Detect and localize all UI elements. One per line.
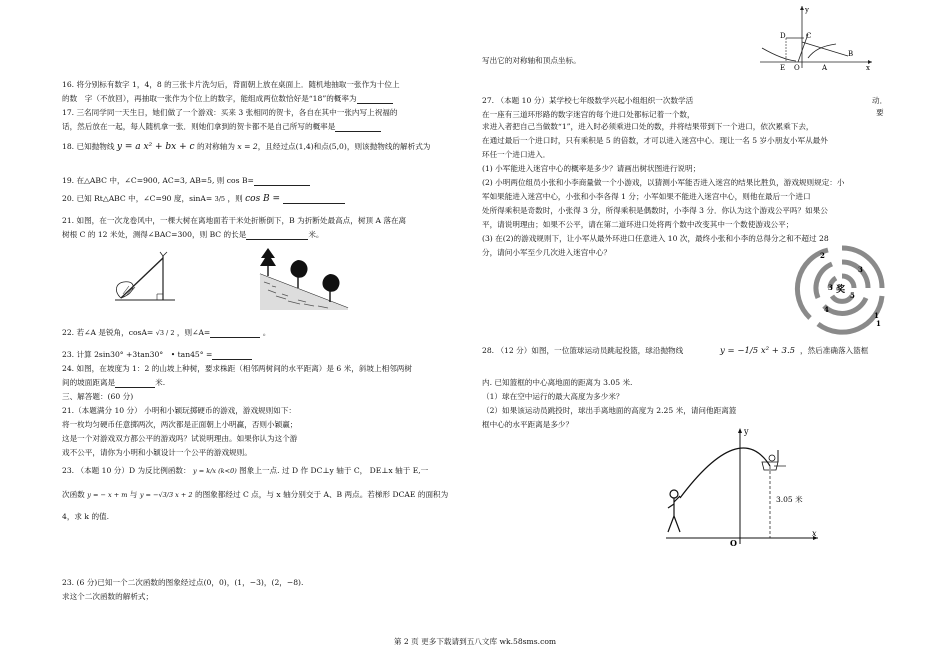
solve-23	[62, 466, 428, 476]
q27-text: 27. （本题 10 分）某学校七年级数学兴起小组组织一次数学活	[482, 96, 694, 105]
q24b-text: 间的坡面距离是	[62, 378, 116, 387]
question-27-line5: 环任一个进口进入．	[482, 150, 551, 159]
solve-21-line2: 将一枚均匀硬币任意掷两次，两次都是正面朝上小明赢，否则小颖赢；	[62, 420, 298, 429]
q18c-text: ，且经过点(1,4)和点(5,0)，则该抛物线的解析式为	[257, 142, 431, 151]
question-27-line4: 在通过最后一个进口时，只有乘积是 5 的倍数，才可以进入迷宫中心．现让一名 5 岁小朋友小军从最外	[482, 136, 828, 145]
q28-tail: ，然后准确落入篮框	[800, 346, 869, 355]
answer-blank	[115, 379, 155, 388]
question-24: 24. 如图，在坡度为 1：2 的山坡上种树，要求株距（相邻两树间的水平距离）是 6 米，斜坡上相邻两树	[62, 364, 412, 373]
question-27-line3: 求进入者把自己当做数“1”，进入时必须乘进口处的数，并将结果带到下一个进口，依次累乘下去，	[482, 122, 814, 131]
answer-blank	[254, 177, 310, 186]
maze-number: 3	[828, 283, 833, 292]
solve-23-eq2: y = − x + m	[87, 491, 128, 499]
q18b-text: 的对称轴为	[196, 142, 235, 151]
maze-number: 5	[850, 291, 855, 300]
q24c-text: 米.	[155, 378, 166, 387]
question-27-part2: (2) 小明两位组员小张和小李商量做一个小游戏，以猜测小军能否进入迷宫的结果比胜负，游戏规则规定：小	[482, 178, 845, 187]
figure-origin-label: O	[730, 538, 737, 546]
q20-cos: cos B =	[245, 194, 281, 204]
solve-23-eq3: y = −√3/3 x + 2	[139, 491, 193, 499]
solve-23-text-e: 的图象都经过 C 点，与 x 轴分别交于 A、B 两点。若梯形 DCAE 的面积为	[194, 490, 449, 499]
solve-23-line2	[62, 490, 448, 500]
maze-figure	[788, 240, 898, 336]
question-21-line2	[62, 230, 324, 240]
section-3-title: 三、解答题：(60 分)	[62, 392, 134, 401]
graph-o-label: O	[794, 64, 800, 70]
q20b-text: ，则	[227, 194, 243, 203]
answer-blank	[210, 329, 260, 338]
question-17-line2	[62, 122, 381, 132]
answer-blank	[212, 351, 252, 360]
graph-c-label: C	[806, 32, 812, 40]
question-23	[62, 350, 252, 360]
q28-equation: y = −1/5 x² + 3.5	[720, 346, 796, 356]
q19-text: 19. 在△ABC 中，∠C=900, AC=3, AB=5, 则 cos B=	[62, 176, 254, 185]
question-19	[62, 176, 310, 186]
question-27-line2: 在一座有三道环形路的数字迷宫的每个进口处都标记着一个数，	[482, 110, 695, 119]
graph-d-label: D	[780, 32, 786, 40]
maze-number: 4	[824, 305, 829, 314]
graph-x-label: x	[866, 64, 870, 70]
maze-number: 3	[858, 265, 863, 274]
graph-e-label: E	[780, 64, 786, 70]
maze-center-label: 奖	[836, 285, 846, 295]
solve-23-line3: 4，求 k 的值.	[62, 512, 110, 521]
q22-text: 22. 若∠A 是锐角，cosA=	[62, 328, 154, 337]
q27-tail: 动．	[872, 96, 888, 105]
answer-blank	[357, 95, 393, 104]
solve-23-eq: y = k/x (k<0)	[193, 467, 237, 475]
graph-a-label: A	[822, 64, 828, 70]
figure-y-axis-label: y	[744, 427, 749, 436]
q27-need: 要	[876, 108, 884, 117]
q21b-text: 树根 C 的 12 米处，测得∠BAC=300，则 BC 的长是	[62, 230, 247, 239]
question-20	[62, 194, 345, 204]
q18-equation: y = a x² + bx + c	[116, 142, 195, 152]
question-16: 16. 将分别标有数字 1，4，8 的三张卡片洗匀后，背面朝上放在桌面上．随机地抽取一张作为十位上	[62, 80, 400, 89]
question-28-part1: （1）球在空中运行的最大高度为多少米？	[482, 392, 624, 401]
question-27	[482, 96, 888, 106]
continued-question: 写出它的对称轴和顶点坐标。	[482, 56, 581, 65]
q22b-text: ，则∠A=	[176, 328, 211, 337]
tree-1	[260, 248, 276, 276]
tree-3	[323, 274, 340, 302]
question-21: 21. 如图，在一次龙卷风中，一棵大树在离地面若干米处折断倒下，B 为折断处最高点，树顶 A 落在离	[62, 216, 407, 225]
question-27-part2-line4: 平，请说明理由；如果不公平，请在第二道环进口处将两个数中改变其中一个数使游戏公平；	[482, 220, 794, 229]
maze-number: 1	[876, 319, 881, 328]
tree-2	[291, 260, 308, 288]
solve-21: 21.（本题满分 10 分） 小明和小颖玩掷硬币的游戏，游戏规则如下：	[62, 406, 297, 415]
q21c-text: 米。	[308, 230, 324, 239]
rim-height-label: 3.05 米	[776, 495, 803, 504]
player-figure	[668, 490, 680, 532]
solve-23-text-c: 次函数	[62, 490, 85, 499]
q22c-text: 。	[262, 328, 271, 337]
question-24-line2	[62, 378, 165, 388]
question-27-part3-line2: 分，请问小军至少几次进入迷宫中心？	[482, 248, 612, 257]
basketball-figure	[662, 420, 822, 546]
answer-blank	[335, 123, 381, 132]
answer-blank	[246, 231, 308, 240]
q23-text: 23. 计算 2sin30° +3tan30° • tan45°	[62, 350, 204, 359]
answer-blank	[283, 195, 345, 204]
question-28-line2: 内. 已知篮框的中心离地面的距离为 3.05 米.	[482, 378, 633, 387]
q17b-text: 话，然后放在一起，每人随机拿一张．则她们拿到的贺卡都不是自己所写的概率是	[62, 122, 336, 131]
solve-23-text-b: 图象上一点. 过 D 作 DC⊥y 轴于 C， DE⊥x 轴于 E,一	[239, 466, 429, 475]
graph-y-label: y	[805, 6, 809, 14]
q18-axis: x = 2	[237, 142, 258, 151]
question-27-part3: (3) 在(2)的游戏规则下，让小军从最外环进口任意进入 10 次，最终小张和小李的总得分之和不超过 28	[482, 234, 829, 243]
solve-21-line4: 戏不公平，请你为小明和小颖设计一个公平的游戏规则。	[62, 448, 252, 457]
q28-text: 28. （12 分）如图，一位篮球运动员跳起投篮，球沿抛物线	[482, 346, 684, 355]
q16b-text: 的数 字（不放回），再抽取一张作为个位上的数字，能组成两位数恰好是“18”的概率为	[62, 94, 357, 103]
q23-equals: =	[205, 350, 213, 359]
question-16-line2	[62, 94, 393, 104]
q18-text: 18. 已知抛物线	[62, 142, 115, 151]
question-17: 17. 三名同学同一天生日，她们做了一个游戏：买来 3 张相同的贺卡，各自在其中一张内写上祝福的	[62, 108, 398, 117]
maze-number: 2	[820, 251, 825, 260]
function-graph-figure	[756, 4, 876, 70]
question-27-part2-line3: 处所得乘积是奇数时，小张得 3 分，所得乘积是偶数时，小李得 3 分．你认为这个游戏公平吗？如果公	[482, 206, 828, 215]
solve-23b: 23. (6 分)已知一个二次函数的图象经过点(0，0)，(1，−3)，(2，−8).	[62, 578, 304, 587]
question-28-part2-line2: 框中心的水平距离是多少？	[482, 420, 574, 429]
q20-text: 20. 已知 Rt△ABC 中，∠C=90 度，sinA=	[62, 194, 213, 203]
q22-fraction: √3 / 2	[155, 329, 175, 337]
solve-23-text: 23. （本题 10 分）D 为反比例函数：	[62, 466, 191, 475]
q20-fraction: 3/5	[214, 195, 226, 203]
question-27-part1: (1) 小军能进入迷宫中心的概率是多少？请画出树状图进行说明；	[482, 164, 701, 173]
solve-21-line3: 这是一个对游戏双方都公平的游戏吗？试说明理由。如果你认为这个游	[62, 434, 298, 443]
solve-23b-line2: 求这个二次函数的解析式；	[62, 592, 154, 601]
figure-x-axis-label: x	[812, 529, 817, 538]
question-18	[62, 142, 430, 152]
slope-trees-figure	[258, 246, 350, 312]
graph-b-label: B	[848, 50, 854, 58]
question-28	[482, 346, 869, 356]
maze-number: 1	[874, 311, 879, 320]
page-footer: 第 2 页 更多下载请到五八文库 wk.58sms.com	[393, 637, 557, 646]
broken-tree-figure	[107, 250, 177, 312]
question-27-part2-line2: 军如果能进入迷宫中心，小张和小李各得 1 分；小军如果不能进入迷宫中心，则他在最后一个进口	[482, 192, 811, 201]
solve-23-text-d: 与	[129, 490, 138, 499]
question-28-part2: （2）如果该运动员跳投时，球出手离地面的高度为 2.25 米，请问他距离篮	[482, 406, 737, 415]
question-22	[62, 328, 270, 338]
